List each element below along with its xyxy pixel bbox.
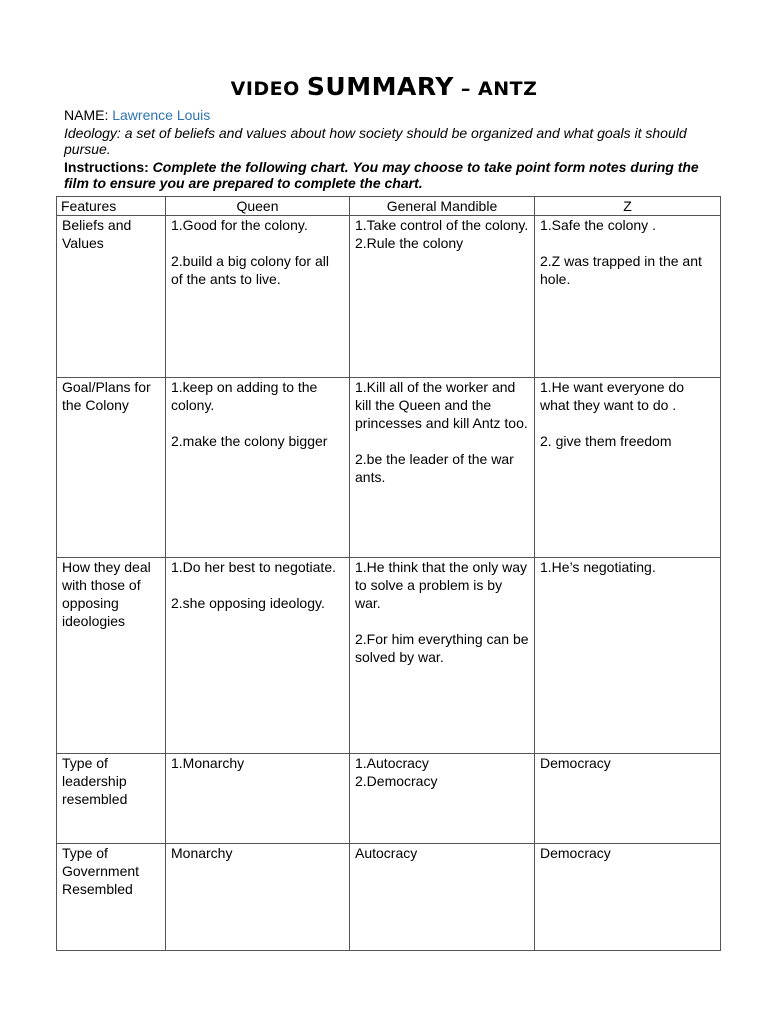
feature-label: How they deal with those of opposing ideologies <box>62 559 151 629</box>
queen-cell <box>166 754 350 844</box>
z-cell <box>535 216 721 378</box>
instructions-label: Instructions: <box>64 159 149 175</box>
cell-note: Autocracy <box>355 845 418 861</box>
queen-cell <box>166 216 350 378</box>
mandible-cell <box>350 558 535 754</box>
header-queen: Queen <box>166 197 350 216</box>
feature-label: Goal/Plans for the Colony <box>62 379 151 413</box>
table-header-row <box>57 197 721 216</box>
name-label: NAME: <box>64 107 113 123</box>
z-cell <box>535 558 721 754</box>
z-cell <box>535 378 721 558</box>
cell-note: 1.He think that the only way to solve a problem is by war. <box>355 559 527 611</box>
cell-note: Democracy <box>540 755 611 771</box>
z-cell <box>535 754 721 844</box>
cell-note: 1.Monarchy <box>171 755 245 771</box>
feature-label: Type of Government Resembled <box>62 845 140 897</box>
queen-cell <box>166 378 350 558</box>
cell-note: 2.she opposing ideology. <box>171 595 325 611</box>
cell-note: 2.Rule the colony <box>355 235 464 251</box>
mandible-cell <box>350 216 535 378</box>
title-part-video: VIDEO <box>230 78 307 100</box>
cell-note: Democracy <box>540 845 611 861</box>
header-features: Features <box>57 197 166 216</box>
instructions-text: Complete the following chart. You may choose to take point form notes during the film to ensure you are prepared to complete the chart. <box>64 159 699 191</box>
cell-note: 2.be the leader of the war ants. <box>355 451 514 485</box>
header-general-mandible: General Mandible <box>350 197 535 216</box>
table-row <box>57 844 721 951</box>
mandible-cell <box>350 754 535 844</box>
name-line <box>64 107 714 123</box>
cell-note: 1.Kill all of the worker and kill the Queen and the princesses and kill Antz too. <box>355 379 528 431</box>
queen-cell <box>166 558 350 754</box>
cell-note: 1.He’s negotiating. <box>540 559 656 575</box>
mandible-cell <box>350 844 535 951</box>
cell-note: 2.Z was trapped in the ant hole. <box>540 253 702 287</box>
name-value: Lawrence Louis <box>112 107 211 123</box>
cell-note: 2.For him everything can be solved by war. <box>355 631 529 665</box>
title-part-summary: SUMMARY <box>306 72 454 101</box>
cell-note: Monarchy <box>171 845 233 861</box>
feature-label: Beliefs and Values <box>62 217 132 251</box>
cell-note: 1.Take control of the colony. <box>355 217 529 233</box>
cell-note: 1.He want everyone do what they want to do . <box>540 379 684 413</box>
cell-note: 1.Do her best to negotiate. <box>171 559 336 575</box>
z-cell <box>535 844 721 951</box>
cell-note: 2. give them freedom <box>540 433 672 449</box>
queen-cell <box>166 844 350 951</box>
summary-table <box>56 196 721 951</box>
feature-cell <box>57 216 166 378</box>
table-row <box>57 558 721 754</box>
cell-note: 1.Autocracy <box>355 755 429 771</box>
table-row <box>57 216 721 378</box>
feature-cell <box>57 844 166 951</box>
cell-note: 1.keep on adding to the colony. <box>171 379 318 413</box>
document-title <box>0 72 768 101</box>
feature-cell <box>57 754 166 844</box>
table-row <box>57 378 721 558</box>
feature-label: Type of leadership resembled <box>62 755 128 807</box>
mandible-cell <box>350 378 535 558</box>
cell-note: 1.Good for the colony. <box>171 217 308 233</box>
title-part-antz: – ANTZ <box>453 78 538 100</box>
feature-cell <box>57 378 166 558</box>
header-block <box>64 107 714 191</box>
cell-note: 1.Safe the colony . <box>540 217 656 233</box>
instructions <box>64 159 714 191</box>
ideology-definition: Ideology: a set of beliefs and values about how society should be organized and what goals it should pursue. <box>64 125 687 157</box>
cell-note: 2.Democracy <box>355 773 438 789</box>
cell-note: 2.make the colony bigger <box>171 433 328 449</box>
feature-cell <box>57 558 166 754</box>
header-z: Z <box>535 197 721 216</box>
cell-note: 2.build a big colony for all of the ants to live. <box>171 253 329 287</box>
table-row <box>57 754 721 844</box>
